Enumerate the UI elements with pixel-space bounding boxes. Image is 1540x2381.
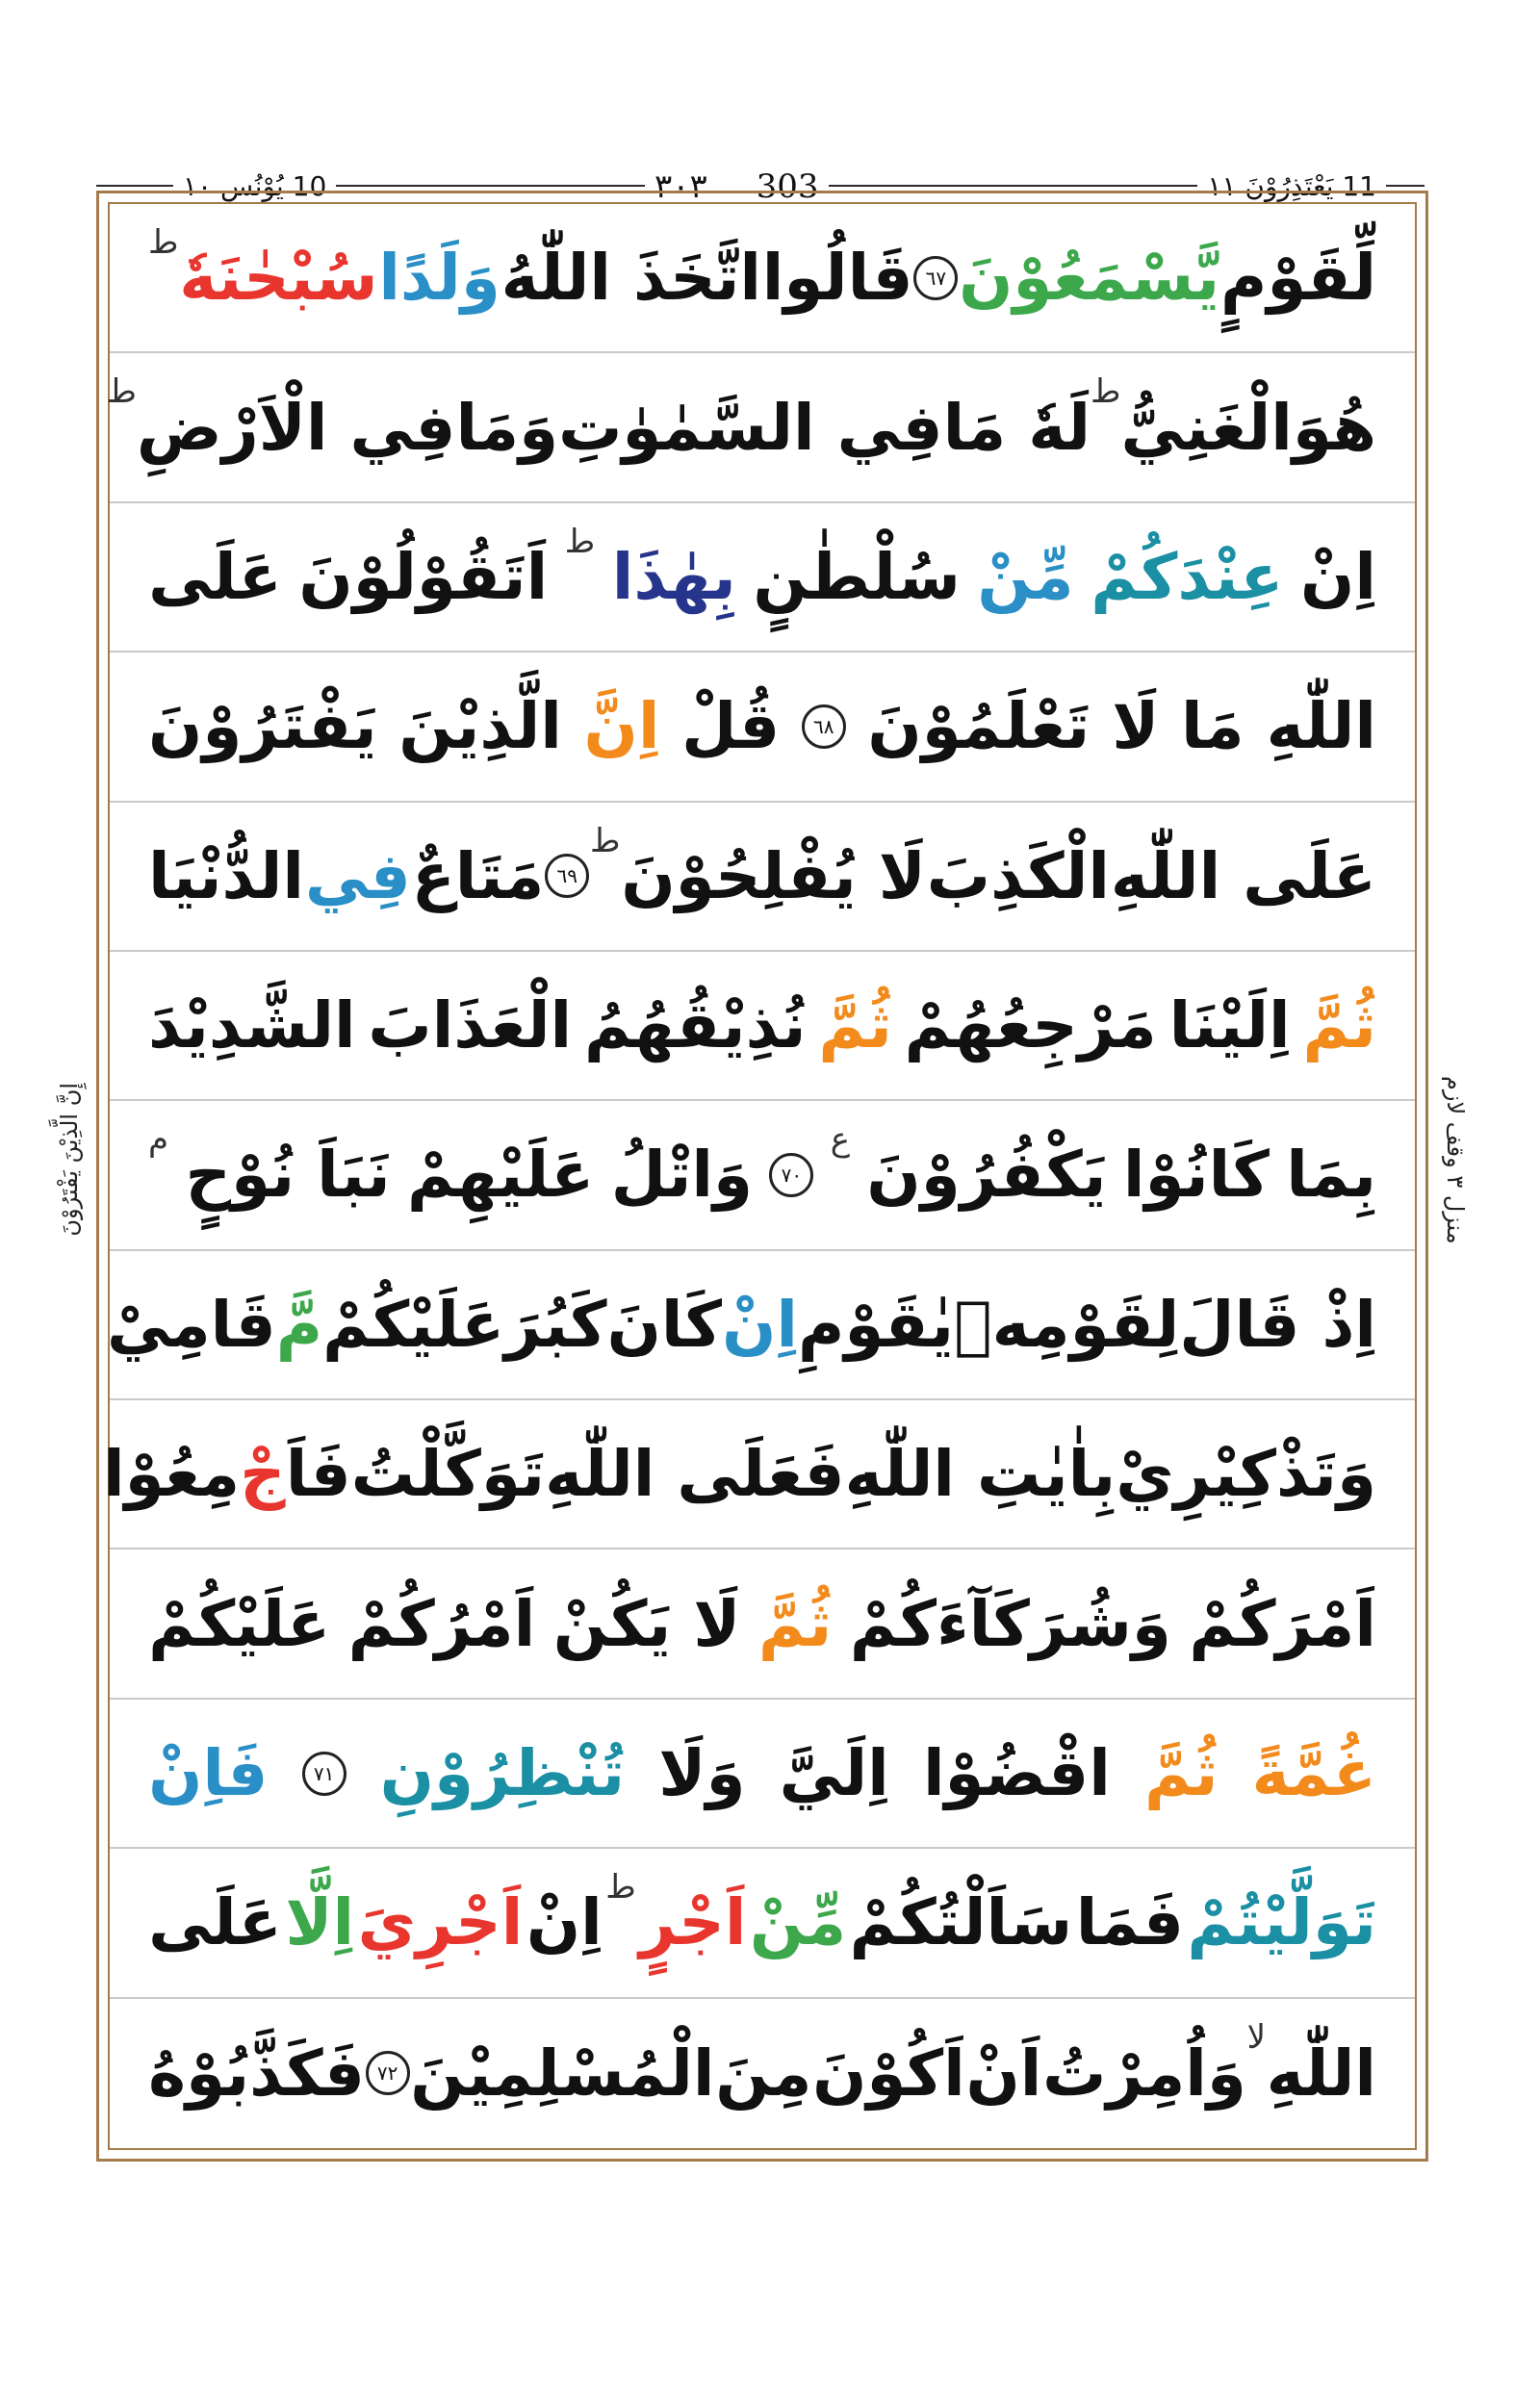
word: مِّنْ [749,1885,847,1960]
word: عَلَى [148,539,282,614]
ayah-number: ٧١ [302,1752,346,1796]
waqf-mark: ط [148,223,179,262]
word: لَا يُفْلِحُوْنَ [621,838,926,913]
word: اِلَيَّ [779,1736,889,1811]
ayah-number: ٦٧ [913,256,958,300]
word: فَمَا [1075,1885,1184,1960]
waqf-mark: ط [106,372,137,412]
word: اِنْ [526,1885,603,1960]
word: غُمَّةً [1251,1736,1376,1811]
word: ثُمَّ [818,988,892,1063]
word: الْكَذِبَ [926,838,1111,913]
word: فَاِنْ [148,1736,269,1811]
word: الْعَذَابَ [368,988,573,1063]
word: اللّٰهِ [1266,2035,1376,2111]
word: اِنْ [1300,539,1376,614]
word: الْمُسْلِمِيْنَ [410,2035,715,2111]
word: مِّنْ [977,539,1074,614]
text-line [103,1400,1415,1549]
word: اَمْرَكُمْ [1189,1586,1376,1661]
word: فِي [304,838,411,913]
word: الشَّدِيْدَ [148,988,356,1063]
word: وَتَذْكِيْرِيْ [1116,1437,1376,1512]
side-note-left-text: إِنَّ الَّذِيْنَ يَفْتَرُوْنَ [56,1083,83,1237]
word: وَاتْلُ [610,1138,754,1213]
word: لَا تَعْلَمُوْنَ [867,689,1160,764]
word: اِنْ [722,1287,799,1362]
word: مَرْجِعُهُمْ [904,988,1157,1063]
side-note-left [50,1049,89,1270]
page-number-latin: 303 [756,167,819,206]
word: وَلَا [658,1736,746,1811]
word: جْ [240,1437,286,1512]
waqf-mark: ط [564,522,596,561]
word: تَوَلَّيْتُمْ [1187,1885,1376,1960]
juz-name: 11 يَعْتَذِرُوْنَ ١١ [1197,166,1386,208]
word: ثُمَّ [1143,1736,1219,1811]
text-line [110,1101,1415,1250]
word: الَّذِيْنَ [398,689,562,764]
word: اَتَقُوْلُوْنَ [298,539,549,614]
ayah-number: ٧٢ [366,2051,410,2095]
word: لَا يَكُنْ [552,1586,741,1661]
word: نُذِيْقُهُمُ [583,988,807,1063]
text-line [110,1999,1415,2148]
word: بِمَا [1286,1138,1376,1213]
word: اقْضُوْا [922,1736,1111,1811]
surah-name: 10 يُوْنُس ١٠ [173,166,336,208]
word: فَعَلَى اللّٰهِ [545,1437,845,1512]
word: ثُمَّ [1302,988,1376,1063]
word: سَاَلْتُكُمْ [849,1885,1073,1960]
word: وَشُرَكَآءَكُمْ [849,1586,1171,1661]
word: اللّٰهِ مَا [1181,689,1376,764]
word: اَنْ [965,2035,1042,2111]
word: فَاَ [285,1437,351,1512]
text-line [110,952,1415,1101]
word: مَّ [275,1287,323,1362]
word: لِقَوْمِهٖ [954,1287,1180,1362]
word: وَمَا [455,390,559,465]
word: اِلَّا [285,1885,355,1960]
waqf-mark: ط [590,821,621,860]
waqf-mark: لا [1246,2017,1266,2057]
word: الدُّنْيَا [148,838,305,913]
word: الْغَنِيُّ [1120,390,1293,465]
text-line [110,1700,1415,1849]
text-line [110,503,1415,653]
word: يٰقَوْمِ [798,1287,955,1362]
ayah-number: ٧٠ [769,1153,813,1197]
ayah-number: ٦٨ [802,704,846,749]
text-line [110,653,1415,802]
word: هُوَ [1292,390,1376,465]
word: فِي الْاَرْضِ [136,390,456,465]
word: عَلَيْكُمْ [148,1586,331,1661]
word: بِهٰذَا [611,539,736,614]
word: اَمْرُكُمْ [347,1586,536,1661]
waqf-mark: ط [605,1868,636,1907]
text-line [110,1549,1415,1699]
word: تَوَكَّلْتُ [350,1437,546,1512]
word: سُلْطٰنٍ [753,539,961,614]
word: اَجْرِيَ [357,1885,524,1960]
word: اِلَيْنَا [1168,988,1291,1063]
text-line [106,353,1415,502]
word: قُلْ [681,689,781,764]
word: عَلَيْكُمْ [322,1287,505,1362]
word: عَلَيْهِمْ [407,1138,595,1213]
word: اتَّخَذَ اللّٰهُ [500,241,762,316]
word: مِنَ [715,2035,812,2111]
text-lines [103,204,1415,2148]
word: لِّقَوْمٍ [1219,241,1376,316]
word: لَهٗ مَا [942,390,1091,465]
word: وَلَدًا [378,241,500,316]
word: مِعُوْا [103,1437,241,1512]
word: سُبْحٰنَهٗ [179,241,378,316]
word: يَكْفُرُوْنَ [866,1138,1107,1213]
word: تُنْظِرُوْنِ [379,1736,626,1811]
word: اَكُوْنَ [812,2035,965,2111]
waqf-mark: ع [830,1120,851,1160]
word: اَجْرٍ [639,1885,747,1960]
word: كَانَ [606,1287,723,1362]
text-line [110,803,1415,952]
word: اِذْ قَالَ [1179,1287,1376,1362]
word: قَالُوا [761,241,913,316]
word: وَاُمِرْتُ [1042,2035,1246,2111]
waqf-mark: ط [1091,372,1121,412]
word: بِاٰيٰتِ اللّٰهِ [844,1437,1116,1512]
word: قَامِيْ [107,1287,276,1362]
side-note-right-text: منزل ٣ وقف لازم [1442,1075,1469,1244]
word: كَبُرَ [504,1287,607,1362]
side-note-right [1436,1049,1475,1270]
page-number-arabic: ٣٠٣ [654,167,707,206]
waqf-mark: م [148,1120,169,1160]
word: عَلَى [148,1885,282,1960]
word: كَانُوْا [1122,1138,1270,1213]
word: اِنَّ [583,689,660,764]
ayah-number: ٦٩ [545,854,589,898]
text-line [110,204,1415,353]
word: فَكَذَّبُوْهُ [148,2035,365,2111]
word: عَلَى اللّٰهِ [1110,838,1376,913]
word: يَّسْمَعُوْنَ [959,241,1220,316]
word: فِي السَّمٰوٰتِ [558,390,943,465]
text-line [110,1849,1415,1998]
text-line [107,1251,1415,1400]
word: نَبَاَ نُوْحٍ [185,1138,391,1213]
word: ثُمَّ [757,1586,833,1661]
word: يَفْتَرُوْنَ [148,689,377,764]
word: مَتَاعٌ [411,838,545,913]
word: عِنْدَكُمْ [1091,539,1284,614]
